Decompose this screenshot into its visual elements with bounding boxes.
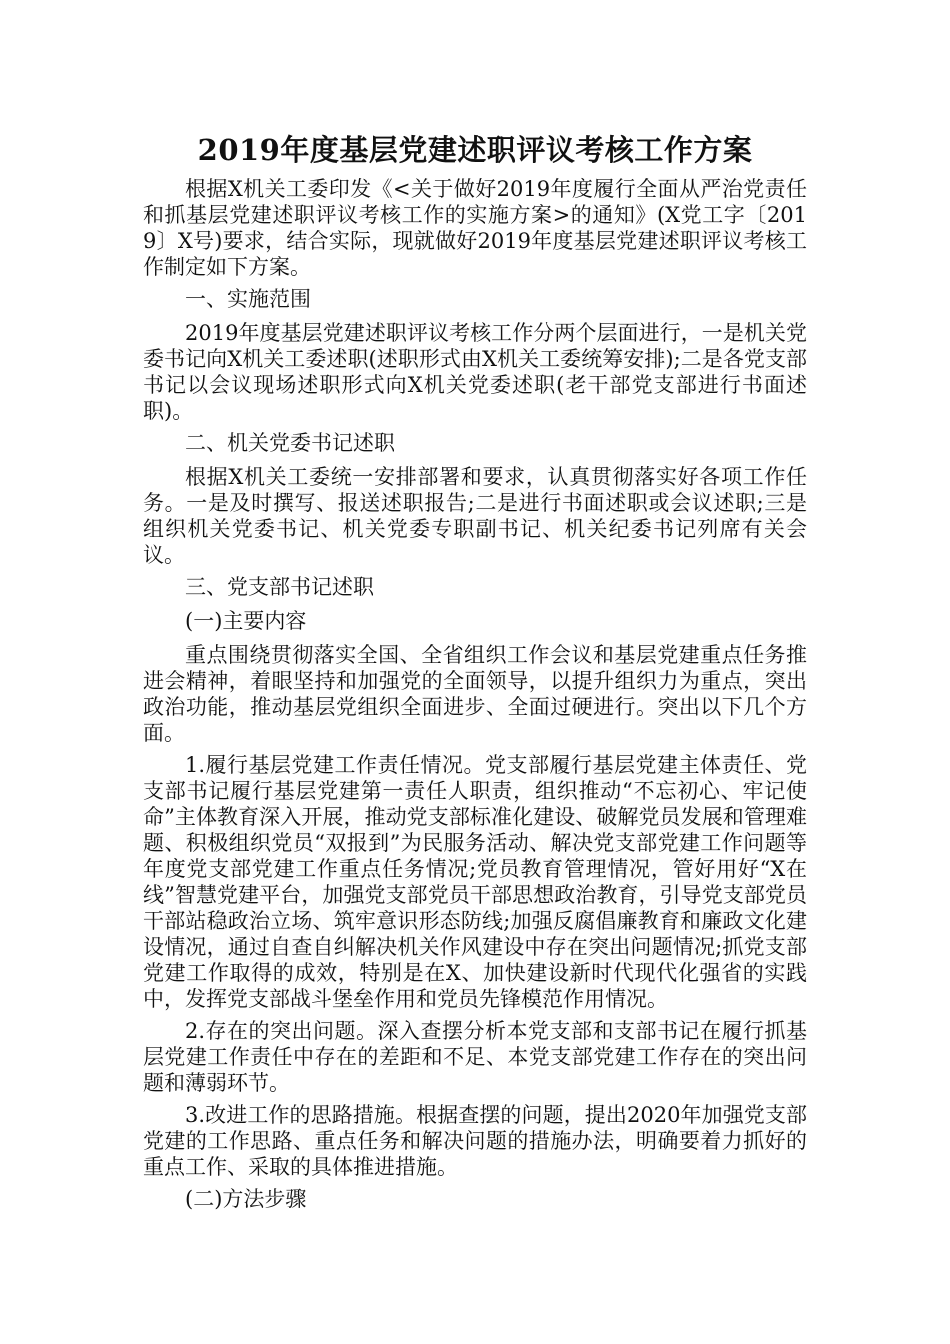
section-heading-scope: 一、实施范围 bbox=[185, 287, 311, 311]
subsection-heading-methods: (二)方法步骤 bbox=[185, 1187, 307, 1211]
intro-paragraph: 根据X机关工委印发《<关于做好2019年度履行全面从严治党责任和抓基层党建述职评议考核工作的实施方案>的通知》(X党工字〔2019〕X号)要求，结合实际，现就做好2019年度基层党建述职评议考核工作制定如下方案。 bbox=[143, 177, 807, 279]
section-heading-party-committee: 二、机关党委书记述职 bbox=[185, 431, 395, 455]
scope-paragraph: 2019年度基层党建述职评议考核工作分两个层面进行，一是机关党委书记向X机关工委述职(述职形式由X机关工委统筹安排);二是各党支部书记以会议现场述职形式向X机关党委述职(老干部党支部进行书面述职)。 bbox=[143, 321, 807, 423]
section-heading-branch-secretary: 三、党支部书记述职 bbox=[185, 575, 374, 599]
document-title: 2019年度基层党建述职评议考核工作方案 bbox=[197, 133, 753, 167]
party-committee-paragraph: 根据X机关工委统一安排部署和要求，认真贯彻落实好各项工作任务。一是及时撰写、报送述职报告;二是进行书面述职或会议述职;三是组织机关党委书记、机关党委专职副书记、机关纪委书记列席有关会议。 bbox=[143, 465, 807, 567]
subsection-heading-main-content: (一)主要内容 bbox=[185, 609, 307, 633]
document-page bbox=[143, 128, 807, 1220]
item-3-paragraph: 3.改进工作的思路措施。根据查摆的问题，提出2020年加强党支部党建的工作思路、重点任务和解决问题的措施办法，明确要着力抓好的重点工作、采取的具体推进措施。 bbox=[143, 1103, 807, 1179]
item-2-paragraph: 2.存在的突出问题。深入查摆分析本党支部和支部书记在履行抓基层党建工作责任中存在的差距和不足、本党支部党建工作存在的突出问题和薄弱环节。 bbox=[143, 1019, 807, 1095]
main-content-paragraph: 重点围绕贯彻落实全国、全省组织工作会议和基层党建重点任务推进会精神，着眼坚持和加强党的全面领导，以提升组织力为重点，突出政治功能，推动基层党组织全面进步、全面过硬进行。突出以下几个方面。 bbox=[143, 643, 807, 745]
item-1-paragraph: 1.履行基层党建工作责任情况。党支部履行基层党建主体责任、党支部书记履行基层党建第一责任人职责，组织推动“不忘初心、牢记使命”主体教育深入开展，推动党支部标准化建设、破解党员发展和管理难题、积极组织党员“双报到”为民服务活动、解决党支部党建工作问题等年度党支部党建工作重点任务情况;党员教育管理情况，管好用好“X在线”智慧党建平台，加强党支部党员干部思想政治教育，引导党支部党员干部站稳政治立场、筑牢意识形态防线;加强反腐倡廉教育和廉政文化建设情况，通过自查自纠解决机关作风建设中存在突出问题情况;抓党支部党建工作取得的成效，特别是在X、加快建设新时代现代化强省的实践中，发挥党支部战斗堡垒作用和党员先锋模范作用情况。 bbox=[143, 753, 807, 1011]
